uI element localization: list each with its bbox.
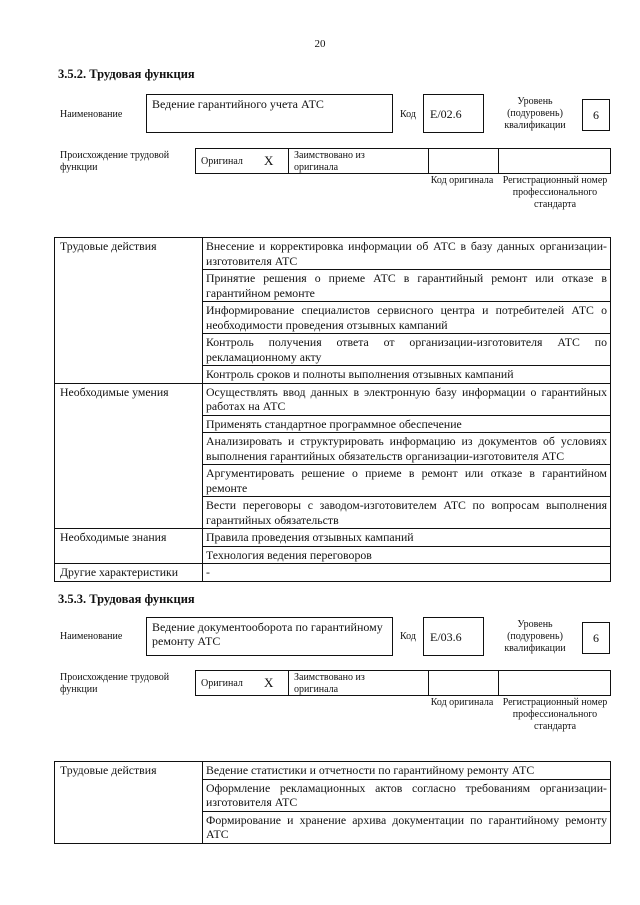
origin-row — [195, 148, 611, 174]
origin-label: Происхождение трудовой функции — [60, 150, 170, 173]
skill-item: Осуществлять ввод данных в электронную базу информации о гарантийных работах на АТС — [203, 383, 611, 415]
labor-action-item: Контроль сроков и полноты выполнения отзывных кампаний — [203, 366, 611, 384]
labor-action-item: Формирование и хранение архива документации по гарантийному ремонту АТС — [203, 811, 611, 843]
level-value-box — [582, 99, 610, 131]
level-value-box — [582, 622, 610, 654]
origin-code-label: Код оригинала — [430, 697, 494, 708]
name-value: Ведение документооборота по гарантийному ремонту АТС — [152, 620, 383, 648]
code-value: E/03.6 — [430, 630, 462, 644]
name-value-box — [146, 617, 393, 656]
knowledge-item: Технология ведения переговоров — [203, 546, 611, 564]
labor-action-item: Информирование специалистов сервисного центра и потребителей АТС о необходимости проведения отзывных кампаний — [203, 302, 611, 334]
labor-action-item: Внесение и корректировка информации об АТС в базу данных организации-изготовителя АТС — [203, 238, 611, 270]
skill-item: Аргументировать решение о приеме в ремонт или отказе в гарантийном ремонте — [203, 465, 611, 497]
original-mark: X — [264, 675, 274, 690]
original-label: Оригинал — [201, 678, 243, 689]
skill-item: Анализировать и структурировать информацию из документов об условиях выполнения гарантийных обязательств организации-изготовителя АТС — [203, 433, 611, 465]
other-label: Другие характеристики — [55, 564, 203, 582]
origin-code-label: Код оригинала — [430, 175, 494, 186]
level-label: Уровень (подуровень) квалификации — [504, 619, 566, 654]
table-row — [55, 564, 611, 582]
labor-action-item: Оформление рекламационных актов согласно требованиям организации-изготовителя АТС — [203, 779, 611, 811]
level-value: 6 — [593, 631, 599, 645]
reg-number-label: Регистрационный номер профессионального стандарта — [502, 697, 608, 732]
borrowed-label: Заимствовано из оригинала — [294, 672, 365, 695]
reg-number-label: Регистрационный номер профессионального стандарта — [502, 175, 608, 210]
original-mark: X — [264, 153, 274, 168]
name-label: Наименование — [60, 631, 123, 642]
skills-label: Необходимые умения — [55, 383, 203, 529]
name-value-box — [146, 94, 393, 133]
name-label: Наименование — [60, 109, 123, 120]
labor-actions-label: Трудовые действия — [55, 762, 203, 844]
origin-label: Происхождение трудовой функции — [60, 672, 170, 695]
code-label: Код — [400, 109, 416, 120]
skill-item: Применять стандартное программное обеспечение — [203, 415, 611, 433]
section-title-3-5-2: 3.5.2. Трудовая функция — [58, 67, 195, 81]
level-label: Уровень (подуровень) квалификации — [504, 96, 566, 131]
level-value: 6 — [593, 108, 599, 122]
labor-action-item: Ведение статистики и отчетности по гарантийному ремонту АТС — [203, 762, 611, 780]
characteristics-table-3-5-3 — [54, 761, 611, 844]
knowledge-label: Необходимые знания — [55, 529, 203, 564]
knowledge-item: Правила проведения отзывных кампаний — [203, 529, 611, 547]
table-row — [55, 383, 611, 415]
code-value-box — [423, 94, 484, 133]
original-label: Оригинал — [201, 156, 243, 167]
labor-actions-label: Трудовые действия — [55, 238, 203, 384]
labor-action-item: Контроль получения ответа от организации-изготовителя АТС по рекламационному акту — [203, 334, 611, 366]
table-row — [55, 762, 611, 780]
code-label: Код — [400, 631, 416, 642]
name-value: Ведение гарантийного учета АТС — [152, 97, 324, 111]
labor-action-item: Принятие решения о приеме АТС в гарантийный ремонт или отказе в гарантийном ремонте — [203, 270, 611, 302]
code-value: E/02.6 — [430, 107, 462, 121]
borrowed-label: Заимствовано из оригинала — [294, 150, 365, 173]
code-value-box — [423, 617, 484, 656]
characteristics-table-3-5-2 — [54, 237, 611, 582]
table-row — [55, 238, 611, 270]
table-row — [55, 529, 611, 547]
other-value: - — [203, 564, 611, 582]
page-number: 20 — [314, 38, 326, 50]
origin-row — [195, 670, 611, 696]
skill-item: Вести переговоры с заводом-изготовителем АТС по вопросам выполнения гарантийных обязательств — [203, 497, 611, 529]
section-title-3-5-3: 3.5.3. Трудовая функция — [58, 592, 195, 606]
